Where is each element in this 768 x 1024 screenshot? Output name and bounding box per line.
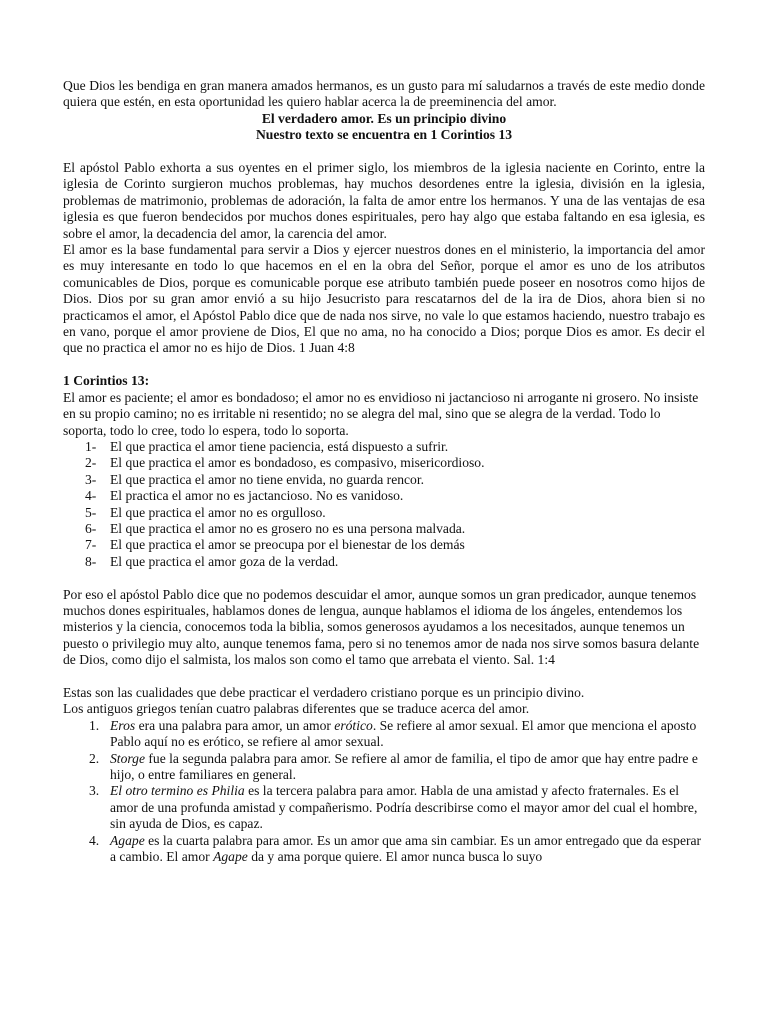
exhortation-paragraph: Por eso el apóstol Pablo dice que no podemos descuidar el amor, aunque somos un gran predicador, aunque tenemos muchos dones espirituales, hablamos dones de lengua, aunque hablamos el idioma de los ángeles, entendemos los misterios y la ciencia, conocemos toda la biblia, somos generosos ayudamos a los necesitados, aunque tenemos un puesto o privilegio muy alto, aunque tenemos fama, pero si no tenemos amor de nada nos sirve somos basura delante de Dios, como dijo el salmista, los malos son como el tamo que arrebata el viento. Sal. 1:4	[63, 586, 700, 668]
qualities-paragraph: Estas son las cualidades que debe practicar el verdadero cristiano porque es un principio divino.	[63, 684, 585, 700]
context-paragraph: El apóstol Pablo exhorta a sus oyentes en el primer siglo, los miembros de la iglesia naciente en Corinto, entre la iglesia de Corinto surgieron muchos problemas, hay muchos desordenes entre la iglesia, división en la iglesia, problemas de matrimonio, problemas de adoración, la falta de amor entre los hermanos. Y una de las ventajas de esa iglesia es que fueron bendecidos por muchos dones espirituales, pero hay algo que estaba faltando en esa iglesia, es sobre el amor, la decadencia del amor, la carencia del amor.	[63, 160, 705, 241]
list-item: 7- El que practica el amor se preocupa por el bienestar de los demás	[85, 537, 465, 553]
verse-paragraph: El amor es paciente; el amor es bondadoso; el amor no es envidioso ni jactancioso ni arrogante ni grosero. No insiste en su propio camino; no es irritable ni resentido; no se alegra del mal, sino que se alegra de la verdad. Todo lo soporta, todo lo cree, todo lo espera, todo lo soporta.	[63, 389, 699, 438]
love-qualities-list	[63, 439, 705, 570]
intro-paragraph: Que Dios les bendiga en gran manera amados hermanos, es un gusto para mí saludarnos a través de este medio donde quiera que estén, en esta oportunidad les quiero hablar acerca la de preeminencia del amor.	[63, 78, 705, 110]
list-item: 6- El que practica el amor no es grosero no es una persona malvada.	[85, 520, 466, 536]
greek-words-paragraph: Los antiguos griegos tenían cuatro palabras diferentes que se traduce acerca del amor.	[63, 701, 530, 717]
document-page	[63, 78, 705, 865]
subtitle-heading: Nuestro texto se encuentra en 1 Corintios 13	[255, 127, 513, 143]
foundation-paragraph: El amor es la base fundamental para servir a Dios y ejercer nuestros dones en el ministerio, la importancia del amor es muy interesante en todo lo que hacemos en el en la obra del Señor, porque el amor es uno de los atributos comunicables de Dios, porque es comunicable porque ese atributo también puede poseer en nosotros como hijos de Dios. Dios por su gran amor envió a su hijo Jesucristo para rescatarnos del de la ira de Dios, ahora bien si no practicamos el amor, el Apóstol Pablo dice que de nada nos sirve, no vale lo que estamos haciendo, nuestro trabajo es en vano, porque el amor proviene de Dios, El que no ama, no ha conocido a Dios; porque Dios es amor. Es decir el que no practica el amor no es hijo de Dios. 1 Juan 4:8	[63, 242, 705, 356]
list-item: 2- El que practica el amor es bondadoso, es compasivo, misericordioso.	[85, 455, 485, 471]
list-item: 3. El otro termino es Philia es la tercera palabra para amor. Habla de una amistad y afecto fraternales. Es el amor de una profunda amistad y compañerismo. Podría describirse como el mayor amor del cual el hombre, sin ayuda de Dios, es capaz.	[89, 783, 698, 832]
list-item: 1. Eros era una palabra para amor, un amor erótico. Se refiere al amor sexual. El amor que menciona el aposto Pablo aquí no es erótico, se refiere al amor sexual.	[89, 717, 697, 750]
greek-words-list	[63, 718, 705, 866]
list-item: 4. Agape es la cuarta palabra para amor. Es un amor que ama sin cambiar. Es un amor entregado que da esperar a cambio. El amor Agape da y ama porque quiere. El amor nunca busca lo suyo	[89, 832, 702, 865]
list-item: 8- El que practica el amor goza de la verdad.	[85, 553, 339, 569]
list-item: 1- El que practica el amor tiene paciencia, está dispuesto a sufrir.	[85, 438, 449, 454]
list-item: 3- El que practica el amor no tiene envida, no guarda rencor.	[85, 471, 425, 487]
list-item: 2. Storge fue la segunda palabra para amor. Se refiere al amor de familia, el tipo de amor que hay entre padre e hijo, o entre familiares en general.	[89, 750, 698, 782]
list-item: 5- El que practica el amor no es orgulloso.	[85, 504, 326, 520]
section-title: 1 Corintios 13:	[63, 373, 150, 389]
list-item: 4- El practica el amor no es jactancioso. No es vanidoso.	[85, 488, 404, 504]
title-heading: El verdadero amor. Es un principio divino	[261, 110, 507, 126]
